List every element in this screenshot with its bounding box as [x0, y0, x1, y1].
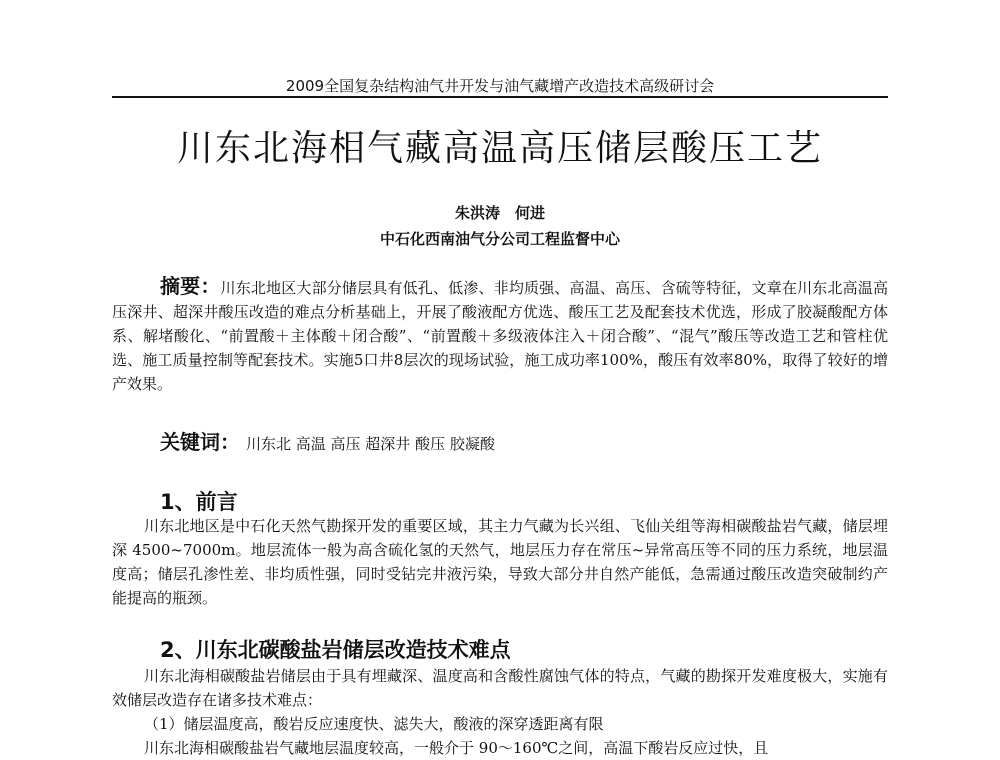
section-1-title: 1、前言 [160, 490, 238, 514]
section-2-detail: 川东北海相碳酸盐岩气藏地层温度较高，一般介于 90～160℃之间，高温下酸岩反应过快，且 [144, 739, 769, 757]
keywords-label: 关键词： [160, 430, 240, 454]
section-2-paragraph: 川东北海相碳酸盐岩储层由于具有埋藏深、温度高和含酸性腐蚀气体的特点，气藏的勘探开发难度极大，实施有效储层改造存在诸多技术难点： [112, 667, 888, 709]
abstract-text: 川东北地区大部分储层具有低孔、低渗、非均质强、高温、高压、含硫等特征，文章在川东北高温高压深井、超深井酸压改造的难点分析基础上，开展了酸液配方优选、酸压工艺及配套技术优选，形成了胶凝酸配方体系、解堵酸化、“前置酸＋主体酸＋闭合酸”、“前置酸＋多级液体注入＋闭合酸”、“混气”酸压等改造工艺和管柱优选、施工质量控制等配套技术。实施5口井8层次的现场试验，施工成功率100%，酸压有效率80%，取得了较好的增产效果。 [112, 279, 888, 393]
paper-title: 川东北海相气藏高温高压储层酸压工艺 [176, 128, 823, 169]
keywords-text: 川东北 高温 高压 超深井 酸压 胶凝酸 [246, 435, 495, 453]
affiliation: 中石化西南油气分公司工程监督中心 [379, 230, 620, 248]
abstract [112, 274, 888, 396]
running-head: 2009全国复杂结构油气井开发与油气藏增产改造技术高级研讨会 [285, 77, 715, 95]
keywords [160, 428, 495, 458]
section-2-title: 2、川东北碳酸盐岩储层改造技术难点 [160, 638, 511, 662]
authors: 朱洪涛 何进 [454, 204, 545, 222]
section-1-paragraph: 川东北地区是中石化天然气勘探开发的重要区域，其主力气藏为长兴组、飞仙关组等海相碳酸盐岩气藏，储层埋深 4500~7000m。地层流体一般为高含硫化氢的天然气，地层压力存在常压~异常高压等不同的压力系统，地层温度高；储层孔渗性差、非均质性强，同时受钻完井液污染，导致大部分井自然产能低，急需通过酸压改造突破制约产能提高的瓶颈。 [112, 517, 888, 607]
header-rule [112, 96, 888, 98]
section-2-sub-item: （1）储层温度高，酸岩反应速度快、滤失大，酸液的深穿透距离有限 [144, 715, 604, 733]
abstract-label: 摘要： [160, 274, 221, 298]
